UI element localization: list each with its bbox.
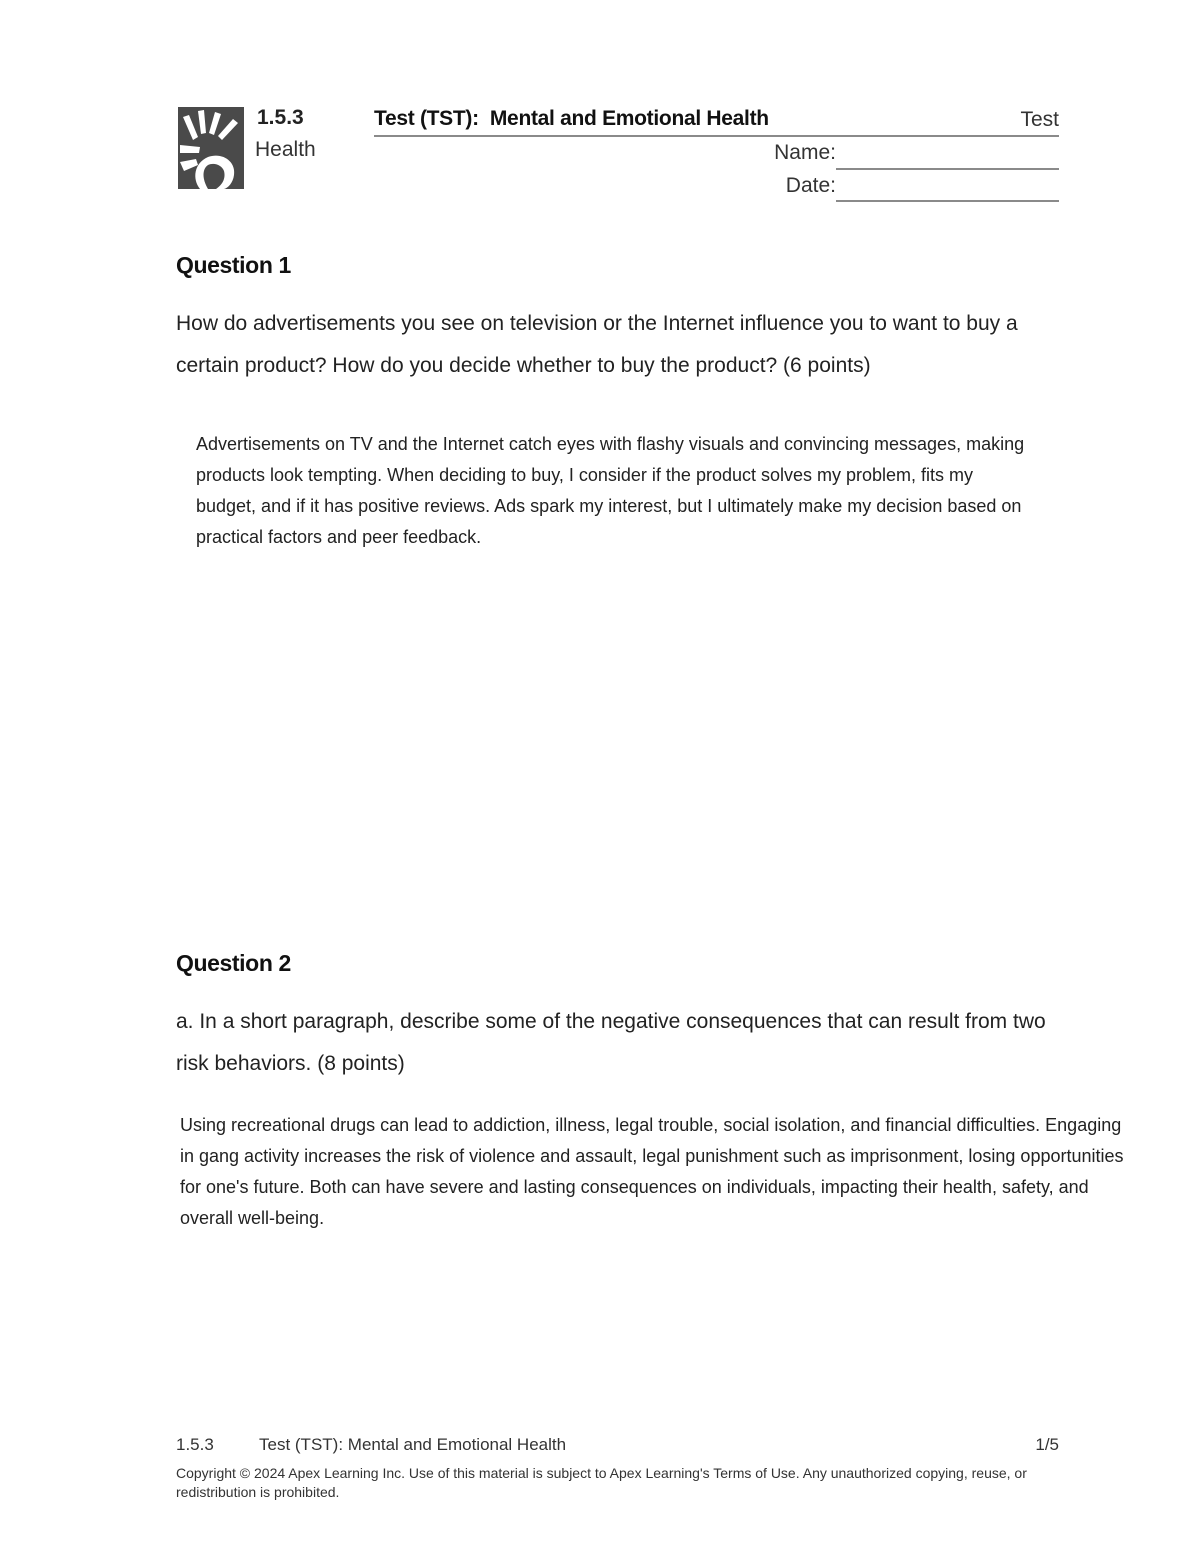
footer-course-number: 1.5.3 — [176, 1435, 214, 1454]
question-1-answer: Advertisements on TV and the Internet catch eyes with flashy visuals and convincing messages, making products look tempting. When deciding to buy, I consider if the product solves my problem, fits my budget, and if it has positive reviews. Ads spark my interest, but I ultimately make my decision based on practical factors and peer feedback. — [196, 434, 1025, 547]
question-1-heading: Question 1 — [176, 252, 291, 278]
course-number: 1.5.3 — [257, 106, 304, 129]
header-divider — [374, 135, 1059, 137]
question-2-heading: Question 2 — [176, 950, 291, 976]
apex-learning-logo-icon — [178, 107, 244, 189]
course-name: Health — [255, 138, 316, 161]
name-label: Name: — [774, 141, 836, 164]
date-label: Date: — [785, 174, 836, 197]
question-1-prompt: How do advertisements you see on television or the Internet influence you to want to buy a certain product? How do you decide whether to buy the product? (6 points) — [176, 312, 1018, 377]
name-field[interactable] — [836, 168, 1059, 170]
copyright-notice: Copyright © 2024 Apex Learning Inc. Use of this material is subject to Apex Learning's Terms of Use. Any unauthorized copying, reuse, or redistribution is prohibited. — [176, 1465, 1027, 1500]
page-title: Test (TST): Mental and Emotional Health — [374, 107, 769, 130]
page-number: 1/5 — [1035, 1435, 1059, 1454]
date-field[interactable] — [836, 200, 1059, 202]
question-2-answer: Using recreational drugs can lead to addiction, illness, legal trouble, social isolation, and financial difficulties. Engaging in gang activity increases the risk of violence and assault, legal punishment such as imprisonment, losing opportunities for one's future. Both can have severe and lasting consequences on individuals, impacting their health, safety, and overall well-being. — [180, 1115, 1124, 1228]
footer-title: Test (TST): Mental and Emotional Health — [259, 1435, 567, 1454]
question-2-prompt: a. In a short paragraph, describe some of the negative consequences that can result from two risk behaviors. (8 points) — [176, 1010, 1046, 1075]
document-type: Test — [1020, 108, 1059, 131]
